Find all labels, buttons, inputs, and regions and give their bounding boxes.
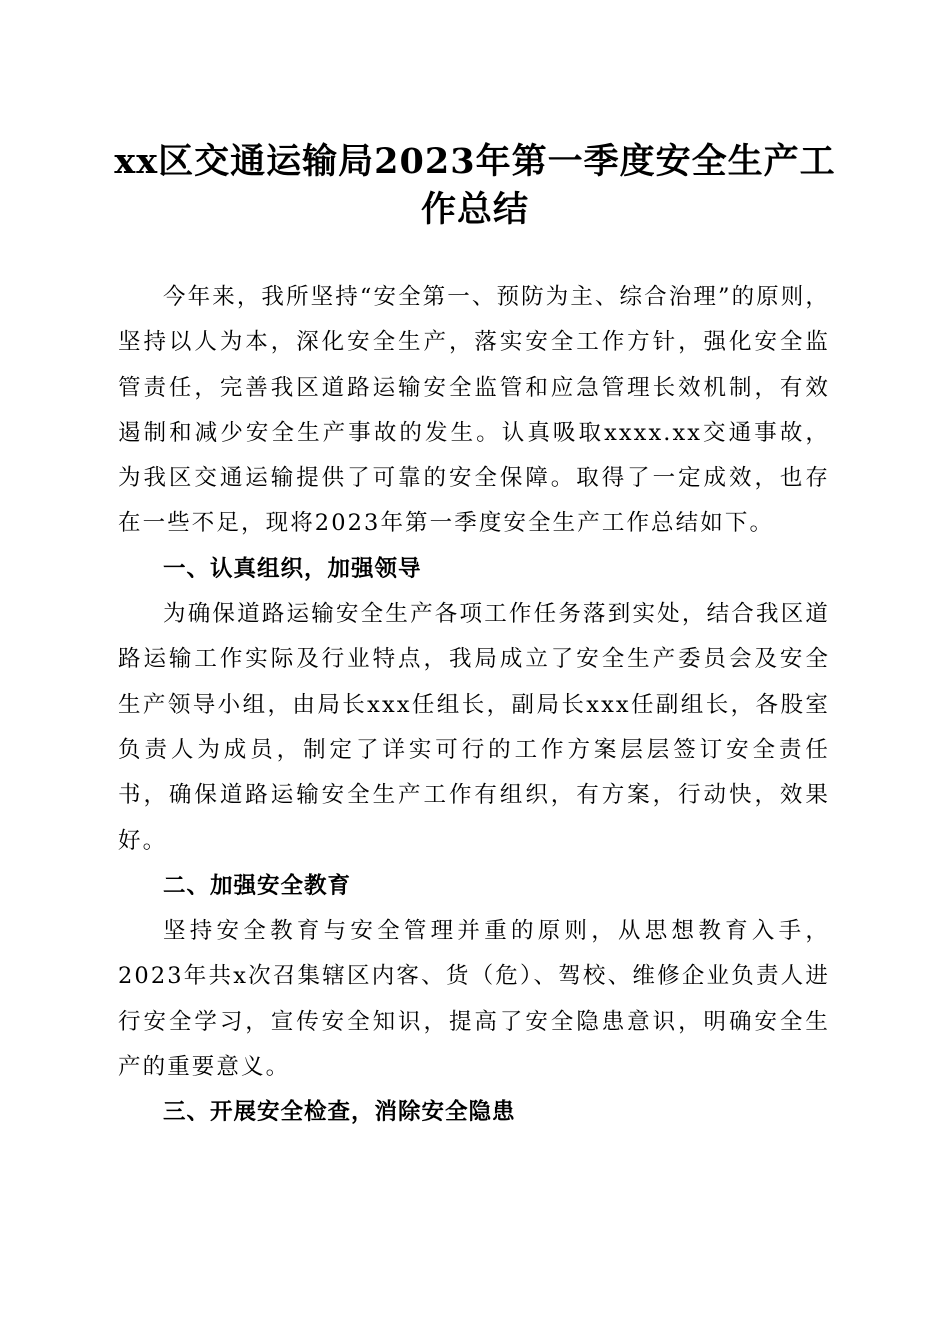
section-heading-3: 三、开展安全检查，消除安全隐患 (163, 1099, 516, 1126)
document-title (110, 138, 840, 234)
section-paragraph-2: 坚持安全教育与安全管理并重的原则，从思想教育入手，2023年共x次召集辖区内客、货（危）、驾校、维修企业负责人进行安全学习，宣传安全知识，提高了安全隐患意识，明确安全生产的重要意义。 (118, 918, 830, 1081)
title-line-1: xx区交通运输局2023年第一季度安全生产工 (114, 141, 836, 182)
section-paragraph-1: 为确保道路运输安全生产各项工作任务落到实处，结合我区道路运输工作实际及行业特点，我局成立了安全生产委员会及安全生产领导小组，由局长xxx任组长，副局长xxx任副组长，各股室负责人为成员，制定了详实可行的工作方案层层签订安全责任书，确保道路运输安全生产工作有组织，有方案，行动快，效果好。 (118, 601, 830, 854)
intro-paragraph: 今年来，我所坚持“安全第一、预防为主、综合治理”的原则，坚持以人为本，深化安全生产，落实安全工作方针，强化安全监管责任，完善我区道路运输安全监管和应急管理长效机制，有效遏制和减少安全生产事故的发生。认真吸取xxxx.xx交通事故，为我区交通运输提供了可靠的安全保障。取得了一定成效，也存在一些不足，现将2023年第一季度安全生产工作总结如下。 (118, 284, 830, 537)
section-heading-1: 一、认真组织，加强领导 (163, 555, 422, 582)
title-line-2: 作总结 (420, 189, 529, 230)
section-heading-2: 二、加强安全教育 (163, 872, 352, 899)
document-body (118, 275, 830, 1136)
